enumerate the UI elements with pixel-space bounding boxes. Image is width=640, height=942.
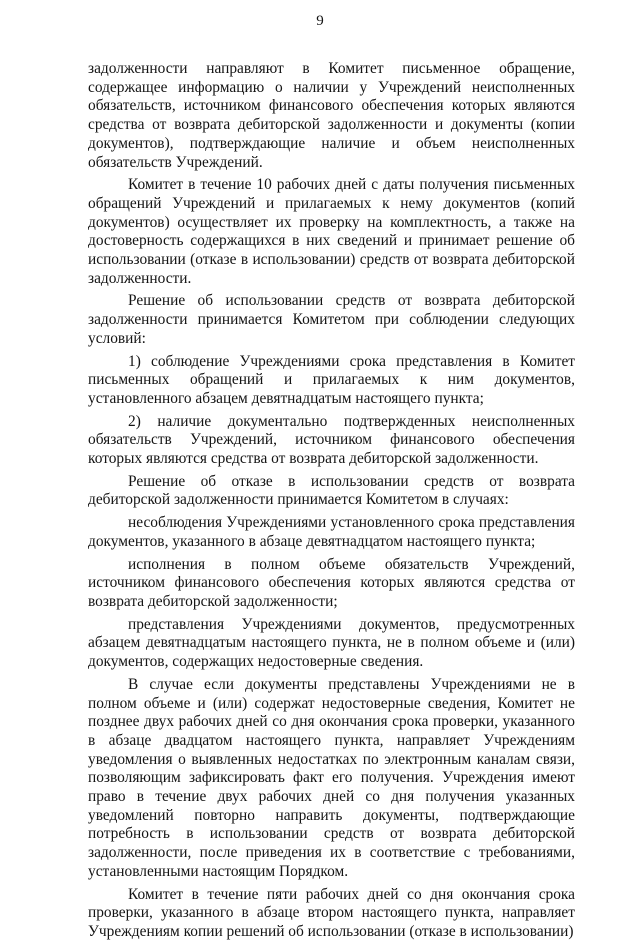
list-item-refusal-3: представления Учреждениями документов, предусмотренных абзацем девятнадцатым настоящего пункта, не в полном объеме и (или) документов, содержащих недостоверные сведения. xyxy=(88,615,575,671)
paragraph-decision-conditions: Решение об использовании средств от возврата дебиторской задолженности принимается Комитетом при соблюдении следующих условий: xyxy=(88,292,575,347)
list-item-refusal-1: несоблюдения Учреждениями установленного срока представления документов, указанного в абзаце девятнадцатом настоящего пункта; xyxy=(88,514,575,550)
paragraph-refusal-cases: Решение об отказе в использовании средств от возврата дебиторской задолженности принимается Комитетом в случаях: xyxy=(88,472,575,509)
paragraph-incomplete-documents: В случае если документы представлены Учреждениями не в полном объеме и (или) содержат недостоверные сведения, Комитет не позднее двух рабочих дней со дня окончания срока проверки, указанного в абзаце двадцатом настоящего пункта, направляет Учреждениям уведомления о выявленных недостатках по электронным каналам связи, позволяющим зафиксировать факт его получения. Учреждения имеют право в течение двух рабочих дней со дня получения указанных уведомлений повторно направить документы, подтверждающие потребность в использовании средств от возврата дебиторской задолженности, после приведения их в соответствие с требованиями, установленными настоящим Порядком. xyxy=(88,675,575,880)
paragraph-committee-review: Комитет в течение 10 рабочих дней с даты получения письменных обращений Учреждений и прилагаемых к нему документов (копий документов) осуществляет их проверку на комплектность, а также на достоверность содержащихся в них сведений и принимает решение об использовании (отказе в использовании) средств от возврата дебиторской задолженности. xyxy=(88,176,575,287)
list-item-condition-2: 2) наличие документально подтвержденных неисполненных обязательств Учреждений, источником финансового обеспечения которых являются средства от возврата дебиторской задолженности. xyxy=(88,412,575,468)
paragraph-decision-copies: Комитет в течение пяти рабочих дней со дня окончания срока проверки, указанного в абзаце втором настоящего пункта, направляет Учреждениям копии решений об использовании (отказе в использовании) xyxy=(88,885,575,940)
paragraph-continuation: задолженности направляют в Комитет письменное обращение, содержащее информацию о наличии у Учреждений неисполненных обязательств, источником финансового обеспечения которых являются средства от возврата дебиторской задолженности и документы (копии документов), подтверждающие наличие и объем неисполненных обязательств Учреждений. xyxy=(88,60,575,171)
list-item-refusal-2: исполнения в полном объеме обязательств Учреждений, источником финансового обеспечения которых являются средства от возврата дебиторской задолженности; xyxy=(88,555,575,610)
document-body xyxy=(88,60,575,942)
page-number: 9 xyxy=(316,13,324,29)
list-item-condition-1: 1) соблюдение Учреждениями срока представления в Комитет письменных обращений и прилагаемых к ним документов, установленного абзацем девятнадцатым настоящего пункта; xyxy=(88,352,575,407)
